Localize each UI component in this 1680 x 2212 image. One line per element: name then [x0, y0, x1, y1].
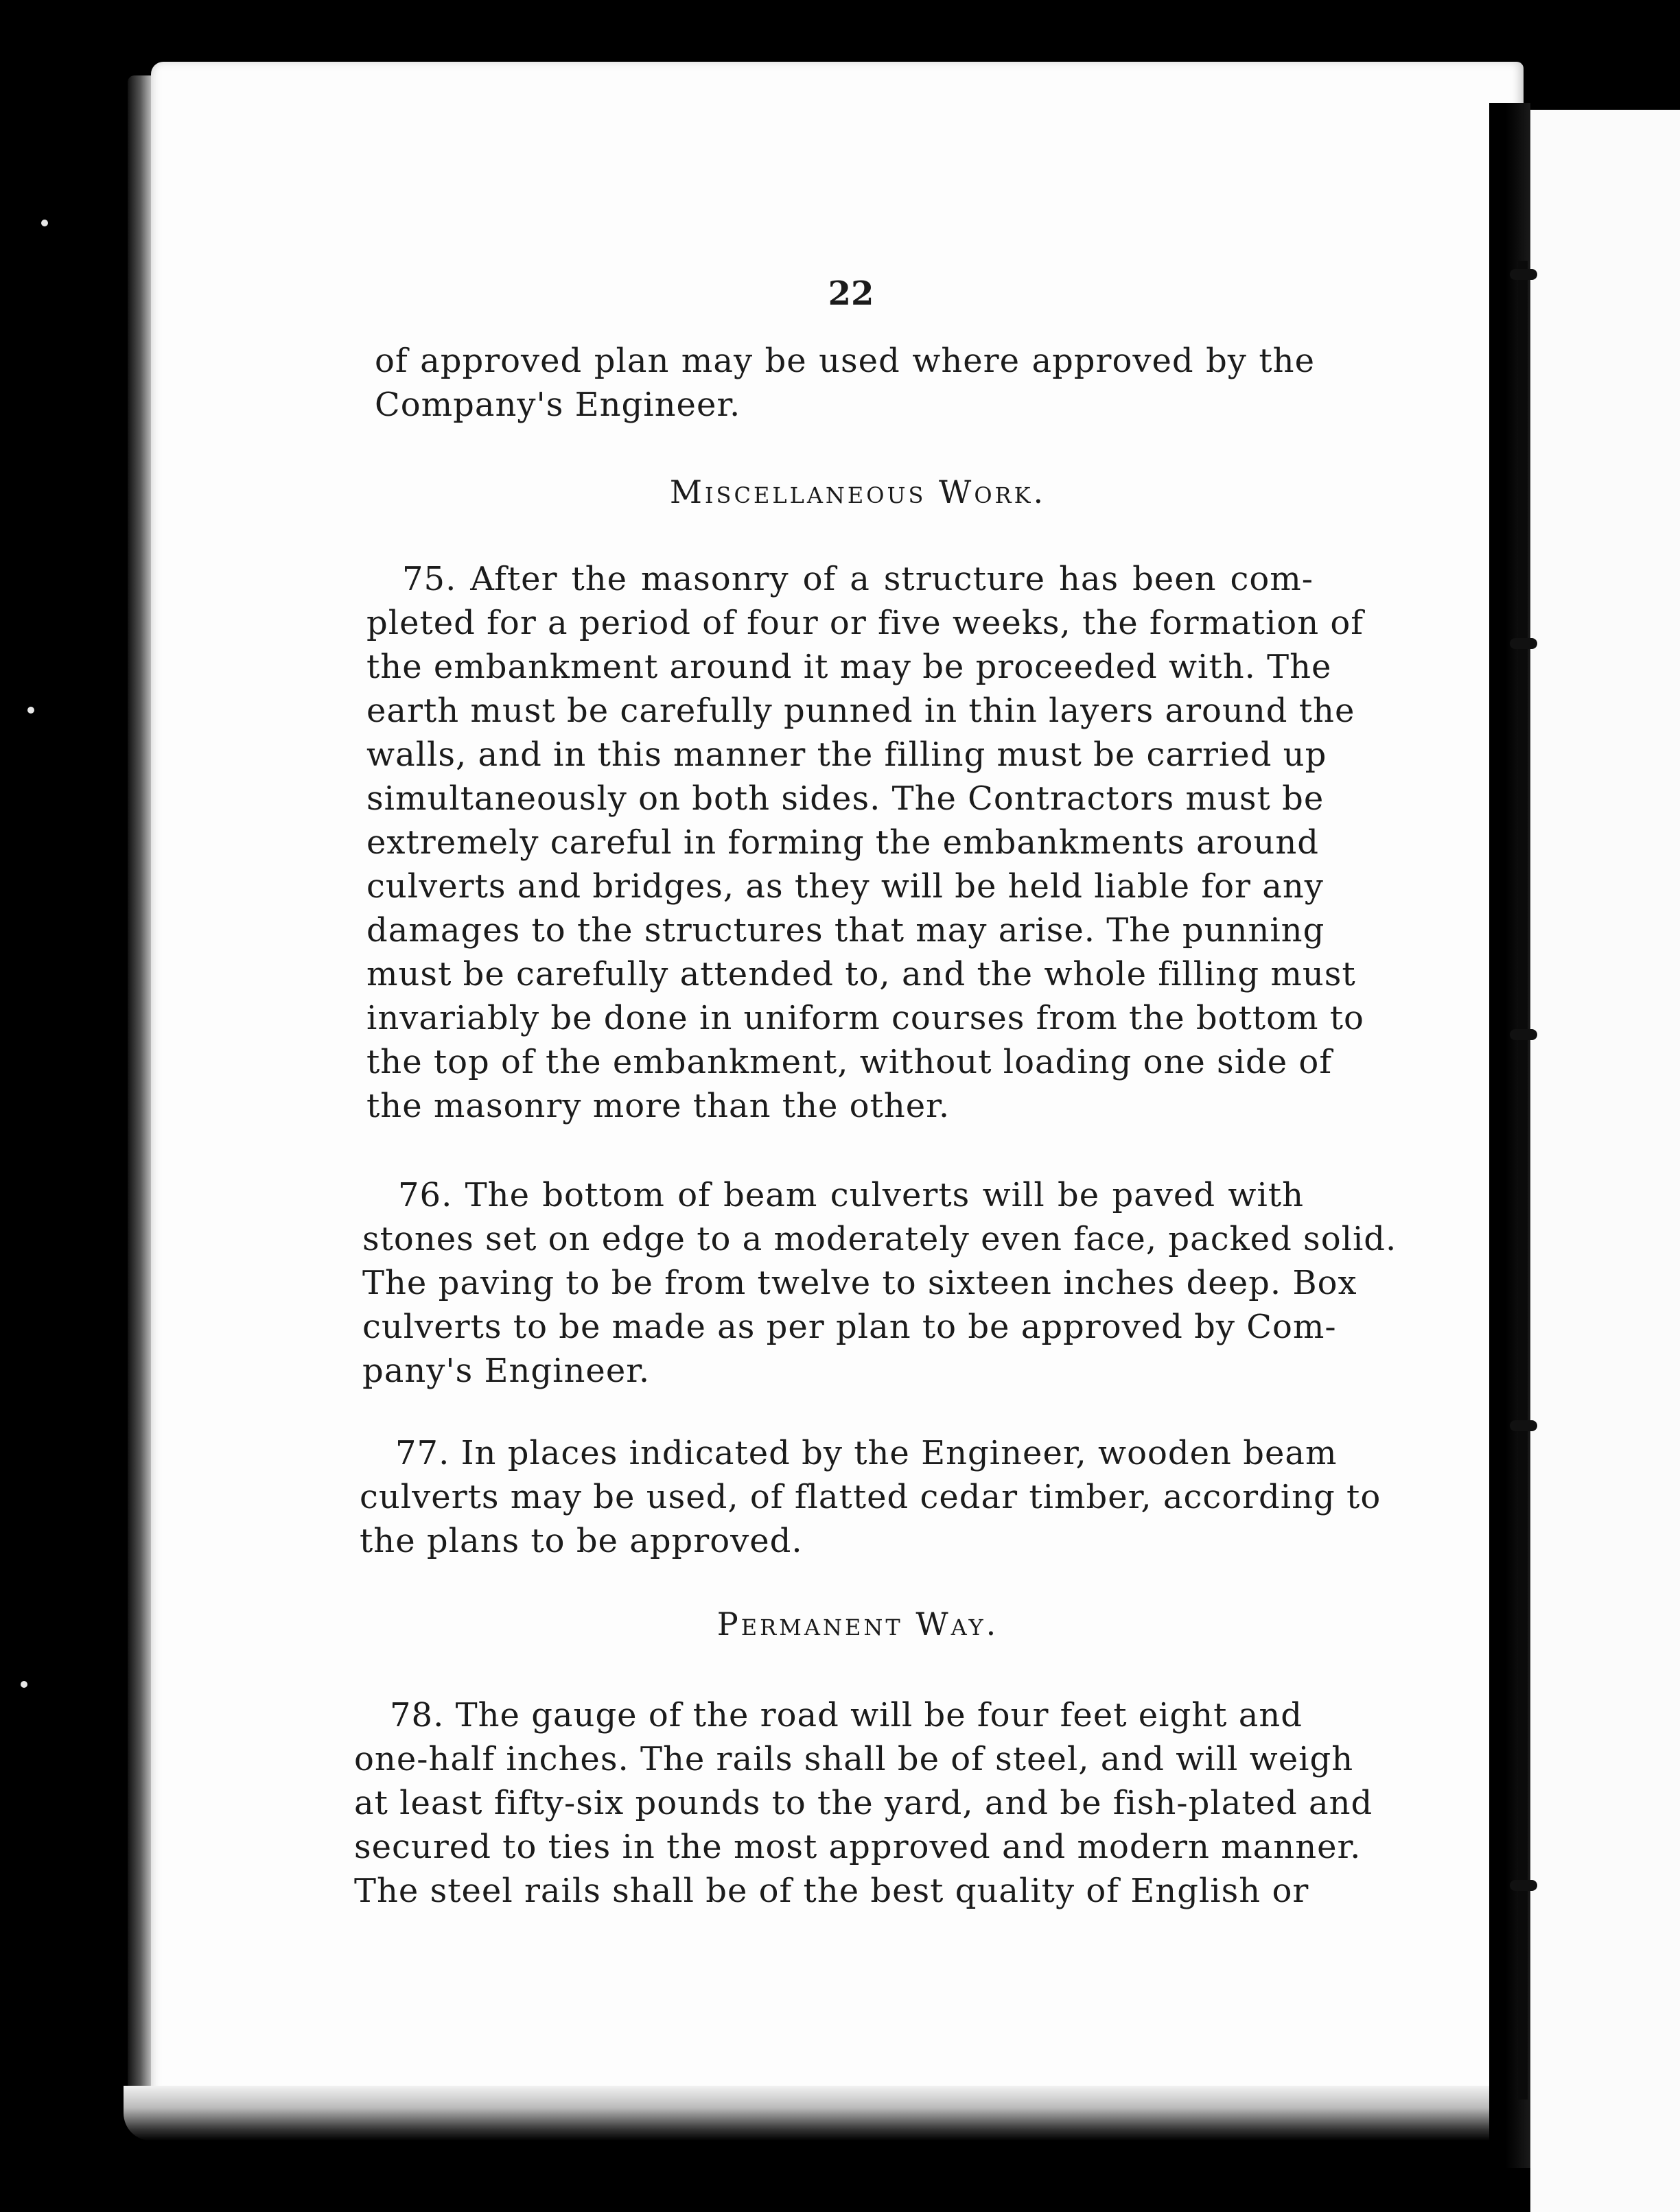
scan-speck — [21, 1681, 27, 1688]
page-number: 22 — [828, 274, 874, 313]
text-line: the top of the embankment, without loading one side of — [366, 1043, 1333, 1081]
text-line: must be carefully attended to, and the whole filling must — [366, 955, 1356, 993]
text-line: culverts may be used, of flatted cedar timber, according to — [360, 1478, 1381, 1516]
text-line: of approved plan may be used where approved by the — [375, 342, 1315, 380]
binding-thread — [1518, 261, 1528, 2099]
text-line: damages to the structures that may arise. The punning — [366, 911, 1325, 950]
text-line: the masonry more than the other. — [366, 1087, 950, 1125]
text-line: extremely careful in forming the embankments around — [366, 823, 1319, 862]
next-page-edge — [1530, 110, 1680, 2212]
scan-speck — [41, 220, 48, 226]
text-line: The paving to be from twelve to sixteen inches deep. Box — [362, 1264, 1357, 1302]
paragraph-75 — [366, 557, 1364, 1128]
text-line: walls, and in this manner the filling must be carried up — [366, 736, 1327, 774]
text-line: 75. After the masonry of a structure has been com- — [402, 560, 1314, 598]
text-line: pleted for a period of four or five weeks, the formation of — [366, 604, 1364, 642]
text-line: pany's Engineer. — [362, 1352, 651, 1390]
text-line: culverts to be made as per plan to be approved by Com- — [362, 1308, 1337, 1346]
section-heading-miscellaneous-work: Miscellaneous Work. — [669, 473, 1047, 510]
text-line: the embankment around it may be proceeded with. The — [366, 648, 1332, 686]
text-line: earth must be carefully punned in thin layers around the — [366, 692, 1355, 730]
binding-stitch — [1510, 638, 1537, 649]
page-bottom-curl — [124, 2086, 1517, 2141]
paragraph-76 — [362, 1173, 1397, 1393]
text-line: invariably be done in uniform courses from the bottom to — [366, 999, 1364, 1037]
text-line: one-half inches. The rails shall be of steel, and will weigh — [354, 1740, 1354, 1778]
text-line: The steel rails shall be of the best quality of English or — [354, 1872, 1309, 1910]
paragraph-77 — [360, 1431, 1381, 1563]
text-line: stones set on edge to a moderately even face, packed solid. — [362, 1220, 1397, 1258]
binding-stitch — [1510, 1880, 1537, 1891]
continuation-text — [375, 339, 1315, 427]
binding-stitch — [1510, 1420, 1537, 1431]
scan-speck — [27, 707, 34, 714]
text-line: 78. The gauge of the road will be four feet eight and — [390, 1696, 1303, 1734]
binding-stitch — [1510, 1029, 1537, 1040]
section-heading-permanent-way: Permanent Way. — [716, 1605, 999, 1643]
paragraph-78 — [354, 1693, 1373, 1913]
text-line: the plans to be approved. — [360, 1522, 803, 1560]
text-line: 77. In places indicated by the Engineer, wooden beam — [395, 1434, 1338, 1472]
text-line: secured to ties in the most approved and modern manner. — [354, 1828, 1362, 1866]
text-line: simultaneously on both sides. The Contractors must be — [366, 779, 1325, 818]
text-line: 76. The bottom of beam culverts will be paved with — [398, 1176, 1304, 1214]
text-line: Company's Engineer. — [375, 386, 741, 424]
text-line: culverts and bridges, as they will be held liable for any — [366, 867, 1324, 906]
text-line: at least fifty-six pounds to the yard, and be fish-plated and — [354, 1784, 1373, 1822]
binding-stitch — [1510, 269, 1537, 280]
